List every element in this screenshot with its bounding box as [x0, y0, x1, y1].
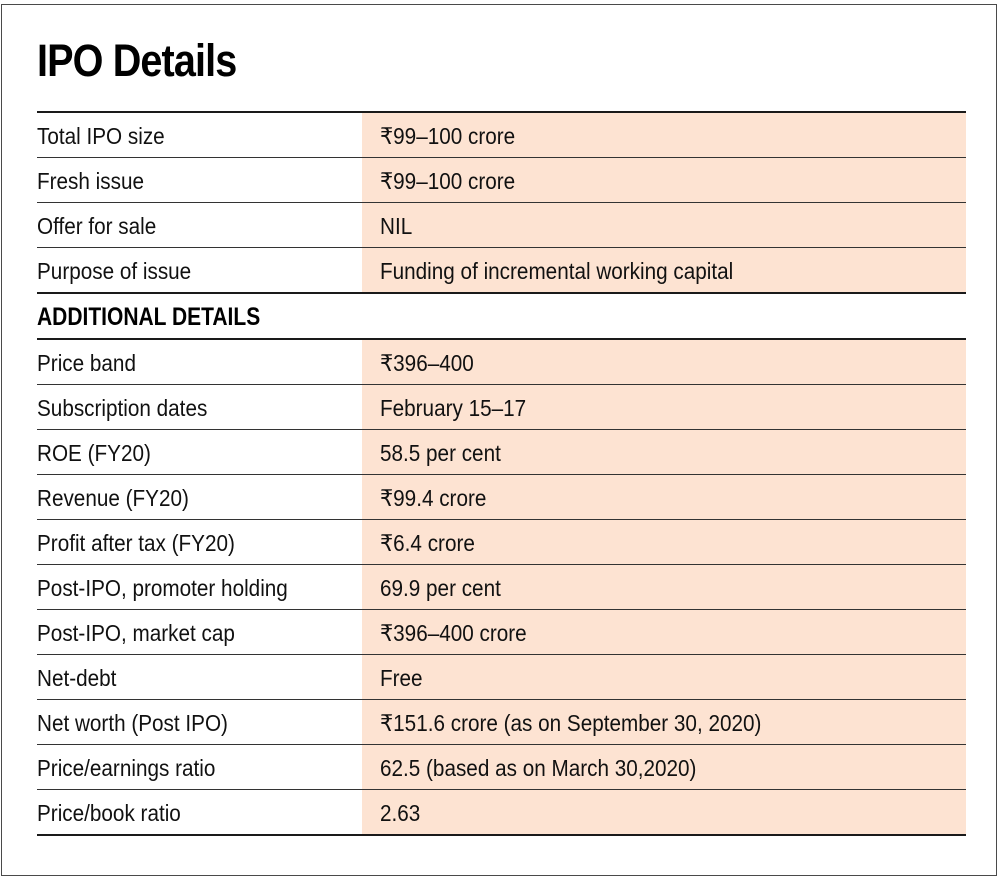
- table-row: [37, 700, 966, 745]
- row-label: ROE (FY20): [37, 440, 151, 466]
- row-label: Purpose of issue: [37, 258, 192, 284]
- row-label: Total IPO size: [37, 123, 165, 149]
- row-value: February 15–17: [362, 385, 966, 429]
- table-row: [37, 475, 966, 520]
- row-value: 2.63: [362, 790, 966, 834]
- row-label: Subscription dates: [37, 395, 208, 421]
- row-label: Fresh issue: [37, 168, 144, 194]
- table-row: [37, 610, 966, 655]
- row-label: Net-debt: [37, 665, 117, 691]
- row-value: ₹99–100 crore: [362, 158, 966, 202]
- table-row: [37, 340, 966, 385]
- section-heading: ADDITIONAL DETAILS: [37, 303, 261, 331]
- ipo-details-panel: [1, 4, 997, 876]
- ipo-details-table: [37, 111, 966, 836]
- row-value: 62.5 (based as on March 30,2020): [362, 745, 966, 789]
- table-row: [37, 745, 966, 790]
- row-label: Price/earnings ratio: [37, 755, 216, 781]
- table-row: [37, 203, 966, 248]
- row-value: ₹396–400 crore: [362, 610, 966, 654]
- table-row: [37, 520, 966, 565]
- row-label: Price band: [37, 350, 136, 376]
- row-label: Net worth (Post IPO): [37, 710, 228, 736]
- table-row: [37, 158, 966, 203]
- table-row: [37, 790, 966, 836]
- row-value: ₹151.6 crore (as on September 30, 2020): [362, 700, 966, 744]
- row-label: Profit after tax (FY20): [37, 530, 235, 556]
- table-row: [37, 248, 966, 294]
- row-value: 58.5 per cent: [362, 430, 966, 474]
- section-heading-row: [37, 294, 966, 340]
- row-label: Offer for sale: [37, 213, 157, 239]
- row-label: Post-IPO, promoter holding: [37, 575, 288, 601]
- row-value: ₹99–100 crore: [362, 113, 966, 157]
- row-value: ₹99.4 crore: [362, 475, 966, 519]
- row-value: ₹6.4 crore: [362, 520, 966, 564]
- row-label: Price/book ratio: [37, 800, 181, 826]
- table-row: [37, 430, 966, 475]
- table-row: [37, 385, 966, 430]
- row-label: Revenue (FY20): [37, 485, 189, 511]
- row-value: ₹396–400: [362, 340, 966, 384]
- page-title: IPO Details: [37, 35, 237, 86]
- table-row: [37, 113, 966, 158]
- table-row: [37, 565, 966, 610]
- row-value: Free: [362, 655, 966, 699]
- row-value: 69.9 per cent: [362, 565, 966, 609]
- table-row: [37, 655, 966, 700]
- row-value: NIL: [362, 203, 966, 247]
- row-label: Post-IPO, market cap: [37, 620, 235, 646]
- row-value: Funding of incremental working capital: [362, 248, 966, 292]
